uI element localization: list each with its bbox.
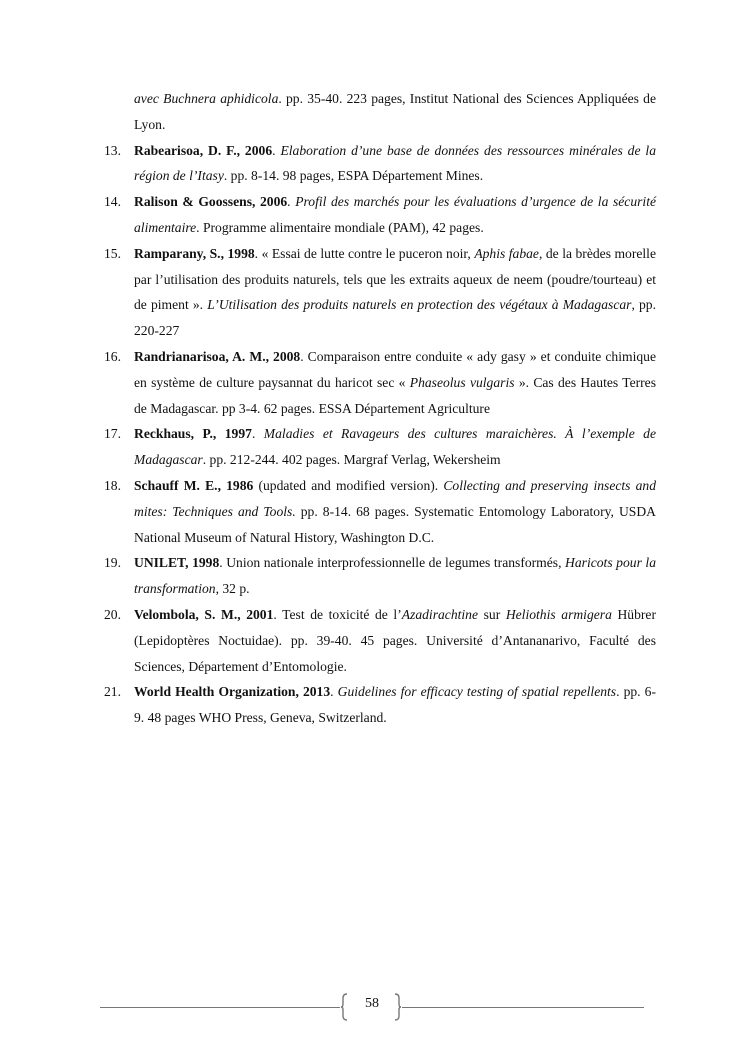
reference-detail: , de la brèdes morelle par l’utilisation des produits naturels, tels que les extraits aqueux de neem (poudre/tourteau) et de piment ».	[134, 245, 656, 313]
reference-title-italic: Azadirachtine	[401, 606, 479, 622]
reference-author: Schauff M. E., 1986	[134, 477, 254, 493]
reference-text	[134, 189, 656, 241]
reference-item	[104, 473, 656, 550]
reference-number: 19.	[104, 555, 121, 571]
reference-detail: (updated and modified version).	[253, 477, 444, 493]
reference-title-italic: Aphis fabae	[474, 245, 539, 261]
reference-title-italic: Heliothis armigera	[505, 606, 612, 622]
reference-text	[134, 473, 656, 550]
reference-item	[104, 550, 656, 602]
reference-item	[104, 241, 656, 344]
reference-detail: . « Essai de lutte contre le puceron noir,	[254, 245, 475, 261]
reference-detail: . Programme alimentaire mondiale (PAM), 42 pages.	[196, 219, 484, 235]
reference-author: UNILET, 1998	[134, 555, 220, 571]
reference-title-italic: Maladies et Ravageurs des cultures maraichères. À l’exemple de Madagascar	[134, 426, 657, 468]
continuation-plain: . pp. 35-40. 223 pages, Institut National des Sciences Appliquées de Lyon.	[134, 91, 656, 132]
reference-detail: Hübrer (Lepidoptères Noctuidae). pp. 39-40. 45 pages. Université d’Antananarivo, Faculté des Sciences, Département d’Entomologie.	[134, 606, 656, 674]
reference-text	[134, 241, 656, 344]
reference-item	[104, 344, 656, 421]
reference-detail: . Comparaison entre conduite « ady gasy » et conduite chimique en système de culture paysannat du haricot sec «	[134, 348, 656, 390]
reference-author: World Health Organization, 2013	[134, 684, 331, 700]
reference-text	[134, 344, 656, 421]
reference-item	[104, 421, 656, 473]
reference-detail: , 32 p.	[215, 581, 250, 597]
reference-detail: . Test de toxicité de l’	[273, 606, 402, 622]
reference-title-italic: Haricots pour la transformation	[134, 555, 656, 597]
references	[104, 138, 656, 731]
reference-detail: pp. 8-14. 68 pages. Systematic Entomology Laboratory, USDA National Museum of Natural History, Washington D.C.	[134, 503, 656, 545]
left-brace-icon	[340, 993, 348, 1021]
reference-title-italic: Guidelines for efficacy testing of spatial repellents	[337, 684, 617, 700]
reference-text	[134, 138, 656, 190]
reference-item	[104, 602, 656, 679]
reference-author: Ramparany, S., 1998	[134, 245, 255, 261]
reference-detail: . pp. 6-9. 48 pages WHO Press, Geneva, Switzerland.	[134, 684, 656, 726]
reference-continuation	[104, 86, 656, 138]
reference-number: 20.	[104, 606, 121, 622]
reference-number: 13.	[104, 142, 121, 158]
reference-detail: . Union nationale interprofessionnelle de legumes transformés,	[219, 555, 566, 571]
reference-title-italic: L’Utilisation des produits naturels en protection des végétaux à Madagascar	[207, 297, 632, 313]
reference-author: Randrianarisoa, A. M., 2008	[134, 348, 301, 364]
reference-detail: .	[251, 426, 264, 442]
reference-detail: .	[287, 194, 296, 210]
reference-detail: sur	[478, 606, 506, 622]
reference-number: 21.	[104, 684, 121, 700]
reference-author: Reckhaus, P., 1997	[134, 426, 252, 442]
reference-detail: . pp. 212-244. 402 pages. Margraf Verlag, Wekersheim	[202, 452, 501, 468]
reference-item	[104, 679, 656, 731]
reference-detail: . pp. 8-14. 98 pages, ESPA Département Mines.	[223, 168, 484, 184]
reference-text	[134, 550, 656, 602]
reference-text	[134, 421, 656, 473]
reference-author: Rabearisoa, D. F., 2006	[134, 142, 273, 158]
continuation-italic: avec Buchnera aphidicola	[134, 91, 279, 106]
reference-detail: .	[272, 142, 281, 158]
reference-detail: ». Cas des Hautes Terres de Madagascar. pp 3-4. 62 pages. ESSA Département Agriculture	[134, 374, 656, 416]
reference-text	[134, 679, 656, 731]
reference-author: Ralison & Goossens, 2006	[134, 194, 288, 210]
reference-number: 17.	[104, 426, 121, 442]
reference-title-italic: Collecting and preserving insects and mites: Techniques and Tools.	[134, 477, 657, 519]
footer-rule-right	[402, 1007, 644, 1008]
reference-number: 14.	[104, 194, 121, 210]
reference-text	[134, 602, 656, 679]
reference-number: 18.	[104, 477, 121, 493]
reference-number: 16.	[104, 348, 121, 364]
reference-number: 15.	[104, 245, 121, 261]
reference-title-italic: Elaboration d’une base de données des ressources minérales de la région de l’Itasy	[134, 142, 656, 184]
footer-rule-left	[100, 1007, 340, 1008]
reference-detail: , pp. 220-227	[134, 297, 656, 339]
reference-item	[104, 138, 656, 190]
reference-author: Velombola, S. M., 2001	[134, 606, 274, 622]
reference-detail: .	[330, 684, 338, 700]
reference-title-italic: Phaseolus vulgaris	[409, 374, 515, 390]
reference-list	[104, 86, 656, 731]
reference-item	[104, 189, 656, 241]
reference-title-italic: Profil des marchés pour les évaluations d’urgence de la sécurité alimentaire	[134, 194, 657, 235]
right-brace-icon	[394, 993, 402, 1021]
page-number: 58	[365, 996, 379, 1011]
